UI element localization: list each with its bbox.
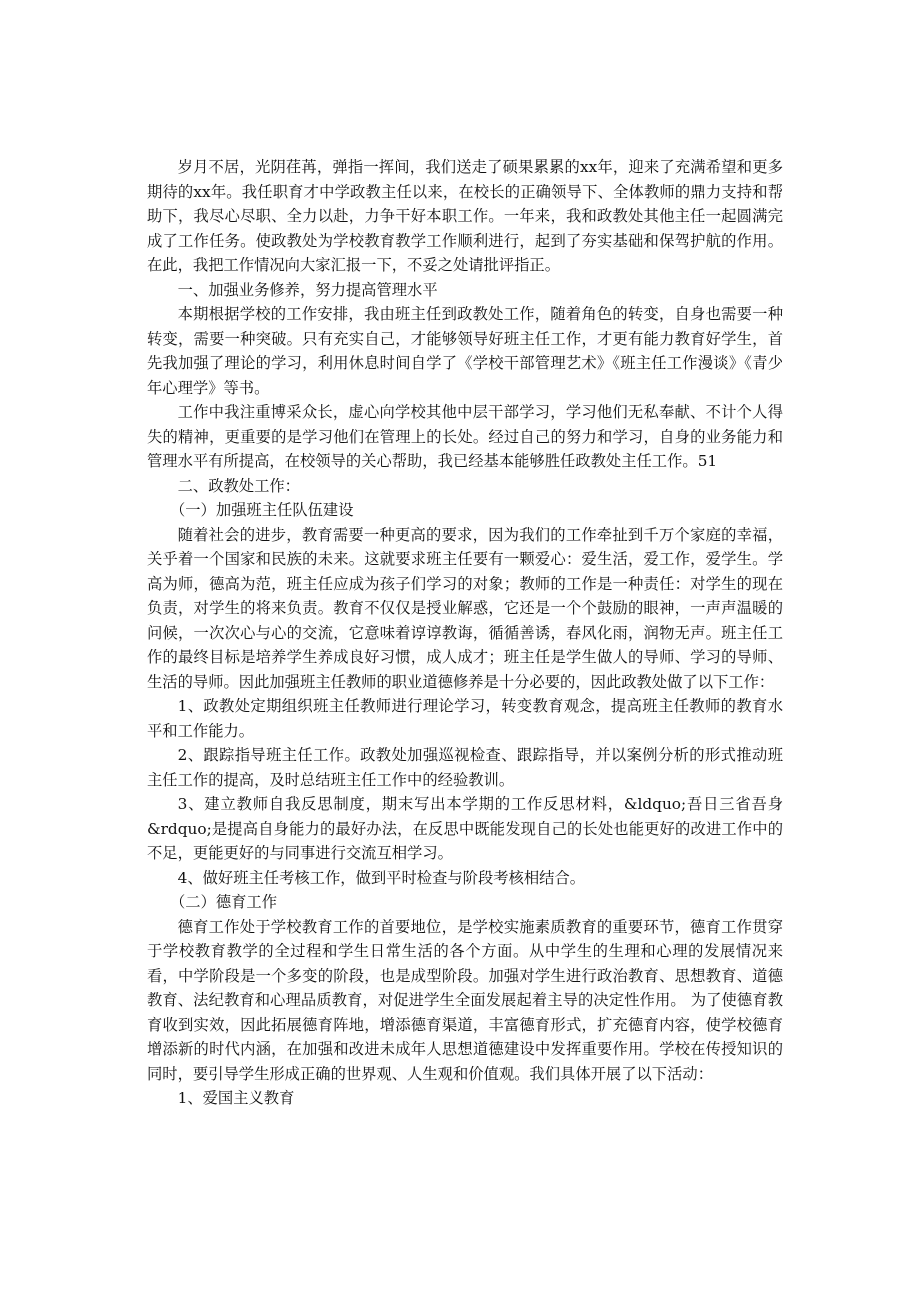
list-item-2: 2、跟踪指导班主任工作。政教处加强巡视检查、跟踪指导，并以案例分析的形式推动班主任工作的提高，及时总结班主任工作中的经验教训。 [147,746,783,789]
subsection-2-heading: （二）德育工作 [169,893,278,911]
subsection-2-item-1: 1、爱国主义教育 [177,1089,295,1107]
intro-paragraph: 岁月不居，光阴荏苒，弹指一挥间，我们送走了硕果累累的xx年，迎来了充满希望和更多期待的xx年。我任职育才中学政教主任以来，在校长的正确领导下、全体教师的鼎力支持和帮助下，我尽心尽职、全力以赴，力争干好本职工作。一年来，我和政教处其他主任一起圆满完成了工作任务。使政教处为学校教育教学工作顺利进行，起到了夯实基础和保驾护航的作用。在此，我把工作情况向大家汇报一下，不妥之处请批评指正。 [147,158,783,274]
section-2-heading: 二、政教处工作： [177,476,300,495]
subsection-1-paragraph: 随着社会的进步，教育需要一种更高的要求，因为我们的工作牵扯到千万个家庭的幸福，关乎着一个国家和民族的未来。这就要求班主任要有一颗爱心：爱生活，爱工作，爱学生。学高为师，德高为范，班主任应成为孩子们学习的对象；教师的工作是一种责任：对学生的现在负责，对学生的将来负责。教育不仅仅是授业解惑，它还是一个个鼓励的眼神，一声声温暖的问候，一次次心与心的交流，它意味着谆谆教诲，循循善诱，春风化雨，润物无声。班主任工作的最终目标是培养学生养成良好习惯，成人成才；班主任是学生做人的导师、学习的导师、生活的导师。因此加强班主任教师的职业道德修养是十分必要的，因此政教处做了以下工作： [147,525,783,691]
document-body [147,155,783,1111]
section-1-paragraph-2: 工作中我注重博采众长，虚心向学校其他中层干部学习，学习他们无私奉献、不计个人得失的精神，更重要的是学习他们在管理上的长处。经过自己的努力和学习，自身的业务能力和管理水平有所提高，在校领导的关心帮助，我已经基本能够胜任政教处主任工作。51 [147,403,783,470]
subsection-2-paragraph: 德育工作处于学校教育工作的首要地位，是学校实施素质教育的重要环节，德育工作贯穿于学校教育教学的全过程和学生日常生活的各个方面。从中学生的生理和心理的发展情况来看，中学阶段是一个多变的阶段，也是成型阶段。加强对学生进行政治教育、思想教育、道德教育、法纪教育和心理品质教育，对促进学生全面发展起着主导的决定性作用。 为了使德育教育收到实效，因此拓展德育阵地，增添德育渠道，丰富德育形式，扩充德育内容，使学校德育增添新的时代内涵，在加强和改进未成年人思想道德建设中发挥重要作用。学校在传授知识的同时，要引导学生形成正确的世界观、人生观和价值观。我们具体开展了以下活动： [147,917,783,1083]
list-item-1: 1、政教处定期组织班主任教师进行理论学习，转变教育观念，提高班主任教师的教育水平和工作能力。 [147,697,783,740]
section-1-heading: 一、加强业务修养，努力提高管理水平 [177,280,438,299]
subsection-1-heading: （一）加强班主任队伍建设 [169,501,354,519]
list-item-4: 4、做好班主任考核工作，做到平时检查与阶段考核相结合。 [177,868,586,887]
list-item-3: 3、建立教师自我反思制度，期末写出本学期的工作反思材料，&ldquo;吾日三省吾身&rdquo;是提高自身能力的最好办法，在反思中既能发现自己的长处也能更好的改进工作中的不足，更能更好的与同事进行交流互相学习。 [147,795,783,862]
section-1-paragraph-1: 本期根据学校的工作安排，我由班主任到政教处工作，随着角色的转变，自身也需要一种转变，需要一种突破。只有充实自己，才能够领导好班主任工作，才更有能力教育好学生，首先我加强了理论的学习，利用休息时间自学了《学校干部管理艺术》《班主任工作漫谈》《青少年心理学》等书。 [147,305,783,397]
